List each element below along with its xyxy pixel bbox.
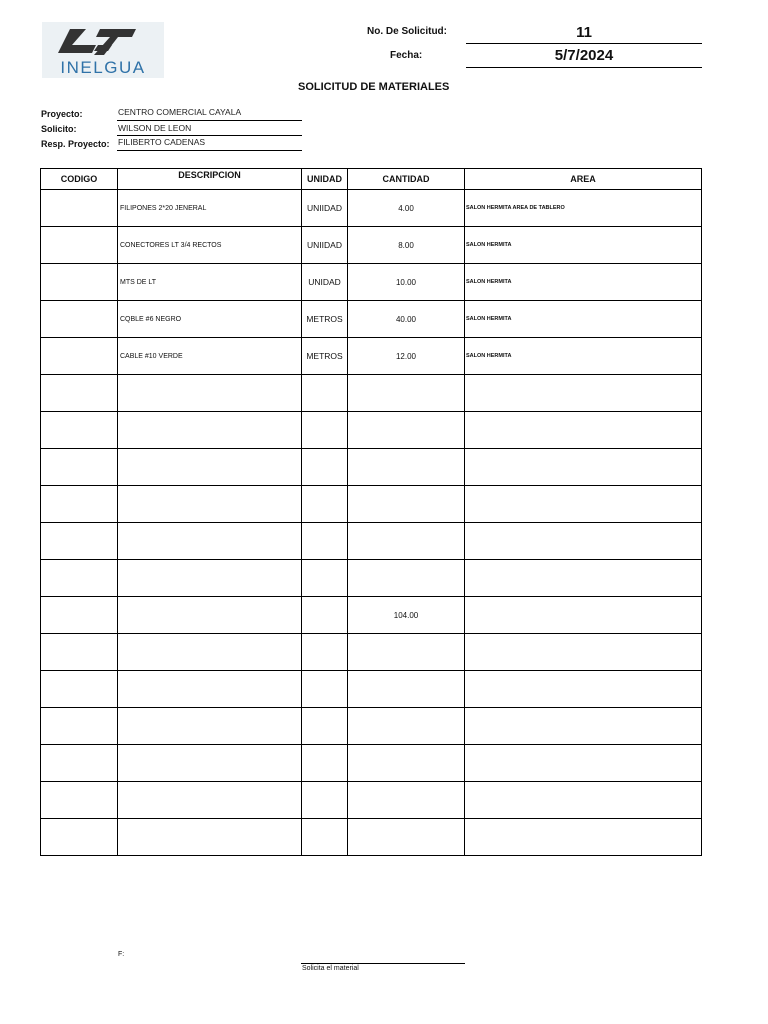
table-row (41, 227, 702, 264)
table-row (41, 412, 702, 449)
request-number-value: 11 (576, 24, 592, 41)
project-line (117, 120, 302, 121)
table-row (41, 338, 702, 375)
cell-descripcion (118, 412, 302, 449)
cell-area (465, 449, 702, 486)
logo-text: INELGUA (60, 58, 146, 77)
cell-codigo (41, 523, 118, 560)
table-row (41, 375, 702, 412)
requested-by-label: Solicito: (41, 124, 77, 134)
signature-line (301, 963, 465, 964)
cell-codigo (41, 782, 118, 819)
cell-descripcion: CQBLE #6 NEGRO (118, 301, 302, 338)
cell-cantidad: 10.00 (348, 264, 465, 301)
project-manager-line (117, 150, 302, 151)
cell-unidad: METROS (302, 301, 348, 338)
project-manager-label: Resp. Proyecto: (41, 139, 110, 149)
cell-cantidad: 12.00 (348, 338, 465, 375)
cell-area: SALON HERMITA (465, 338, 702, 375)
cell-cantidad (348, 523, 465, 560)
table-row (41, 819, 702, 856)
project-value: CENTRO COMERCIAL CAYALA (118, 107, 242, 117)
project-manager-value: FILIBERTO CADENAS (118, 137, 206, 147)
table-row (41, 634, 702, 671)
cell-descripcion: MTS DE LT (118, 264, 302, 301)
cell-codigo (41, 375, 118, 412)
cell-unidad (302, 523, 348, 560)
cell-descripcion: CONECTORES LT 3/4 RECTOS (118, 227, 302, 264)
cell-descripcion (118, 708, 302, 745)
column-header-codigo: CODIGO (41, 169, 118, 190)
cell-area (465, 486, 702, 523)
cell-descripcion (118, 486, 302, 523)
cell-descripcion (118, 671, 302, 708)
cell-area: SALON HERMITA (465, 301, 702, 338)
cell-area (465, 708, 702, 745)
table-row (41, 708, 702, 745)
requested-by-value: WILSON DE LEON (118, 123, 192, 133)
cell-unidad (302, 708, 348, 745)
cell-unidad: UNIDAD (302, 264, 348, 301)
table-row (41, 671, 702, 708)
cell-codigo (41, 412, 118, 449)
cell-descripcion (118, 819, 302, 856)
signature-caption: Solicita el material (302, 965, 359, 972)
cell-descripcion (118, 449, 302, 486)
cell-unidad: UNIIDAD (302, 227, 348, 264)
table-row (41, 782, 702, 819)
cell-cantidad (348, 449, 465, 486)
table-row (41, 264, 702, 301)
table-row (41, 449, 702, 486)
table-row (41, 523, 702, 560)
cell-codigo (41, 227, 118, 264)
cell-codigo (41, 301, 118, 338)
cell-unidad (302, 782, 348, 819)
table-row (41, 190, 702, 227)
cell-descripcion (118, 745, 302, 782)
date-value: 5/7/2024 (554, 47, 614, 64)
cell-area (465, 634, 702, 671)
cell-codigo (41, 819, 118, 856)
cell-cantidad (348, 375, 465, 412)
table-row (41, 301, 702, 338)
cell-codigo (41, 671, 118, 708)
cell-descripcion (118, 597, 302, 634)
cell-cantidad: 8.00 (348, 227, 465, 264)
document-title: SOLICITUD DE MATERIALES (298, 81, 450, 93)
cell-descripcion (118, 523, 302, 560)
cell-cantidad (348, 819, 465, 856)
cell-area (465, 560, 702, 597)
cell-codigo (41, 634, 118, 671)
cell-area (465, 745, 702, 782)
table-row (41, 745, 702, 782)
cell-descripcion: FILIPONES 2*20 JENERAL (118, 190, 302, 227)
cell-area (465, 671, 702, 708)
cell-area (465, 782, 702, 819)
cell-cantidad (348, 782, 465, 819)
cell-codigo (41, 264, 118, 301)
column-header-area: AREA (465, 169, 702, 190)
cell-cantidad (348, 671, 465, 708)
table-row (41, 597, 702, 634)
cell-area (465, 597, 702, 634)
column-header-descripcion: DESCRIPCION (118, 169, 302, 190)
cell-cantidad (348, 560, 465, 597)
cell-descripcion (118, 634, 302, 671)
cell-unidad (302, 634, 348, 671)
cell-cantidad (348, 634, 465, 671)
cell-area (465, 375, 702, 412)
column-header-unidad: UNIDAD (302, 169, 348, 190)
materials-table (40, 168, 702, 856)
cell-codigo (41, 449, 118, 486)
column-header-cantidad: CANTIDAD (348, 169, 465, 190)
cell-codigo (41, 560, 118, 597)
cell-unidad (302, 745, 348, 782)
cell-unidad (302, 819, 348, 856)
cell-codigo (41, 338, 118, 375)
cell-descripcion (118, 375, 302, 412)
cell-unidad (302, 412, 348, 449)
table-row (41, 486, 702, 523)
cell-area (465, 523, 702, 560)
cell-cantidad (348, 708, 465, 745)
cell-unidad (302, 671, 348, 708)
cell-unidad (302, 486, 348, 523)
cell-area (465, 412, 702, 449)
cell-unidad (302, 560, 348, 597)
cell-cantidad: 40.00 (348, 301, 465, 338)
cell-cantidad (348, 412, 465, 449)
date-label: Fecha: (390, 50, 423, 61)
cell-cantidad (348, 745, 465, 782)
cell-codigo (41, 486, 118, 523)
cell-cantidad (348, 486, 465, 523)
cell-unidad: UNIIDAD (302, 190, 348, 227)
cell-codigo (41, 597, 118, 634)
cell-area: SALON HERMITA AREA DE TABLERO (465, 190, 702, 227)
cell-unidad (302, 597, 348, 634)
cell-descripcion (118, 560, 302, 597)
cell-codigo (41, 708, 118, 745)
table-header-row (41, 169, 702, 190)
cell-area: SALON HERMITA (465, 264, 702, 301)
project-label: Proyecto: (41, 109, 83, 119)
cell-unidad: METROS (302, 338, 348, 375)
cell-unidad (302, 449, 348, 486)
logo-mark-icon (56, 25, 148, 59)
cell-descripcion (118, 782, 302, 819)
table-row (41, 560, 702, 597)
cell-unidad (302, 375, 348, 412)
cell-cantidad: 104.00 (348, 597, 465, 634)
requested-by-line (117, 135, 302, 136)
request-number-label: No. De Solicitud: (367, 26, 447, 37)
date-line (466, 67, 702, 68)
request-number-line (466, 43, 702, 44)
cell-codigo (41, 190, 118, 227)
cell-codigo (41, 745, 118, 782)
cell-descripcion: CABLE #10 VERDE (118, 338, 302, 375)
signature-prefix: F: (118, 951, 125, 958)
cell-area: SALON HERMITA (465, 227, 702, 264)
company-logo (42, 22, 164, 78)
cell-cantidad: 4.00 (348, 190, 465, 227)
cell-area (465, 819, 702, 856)
